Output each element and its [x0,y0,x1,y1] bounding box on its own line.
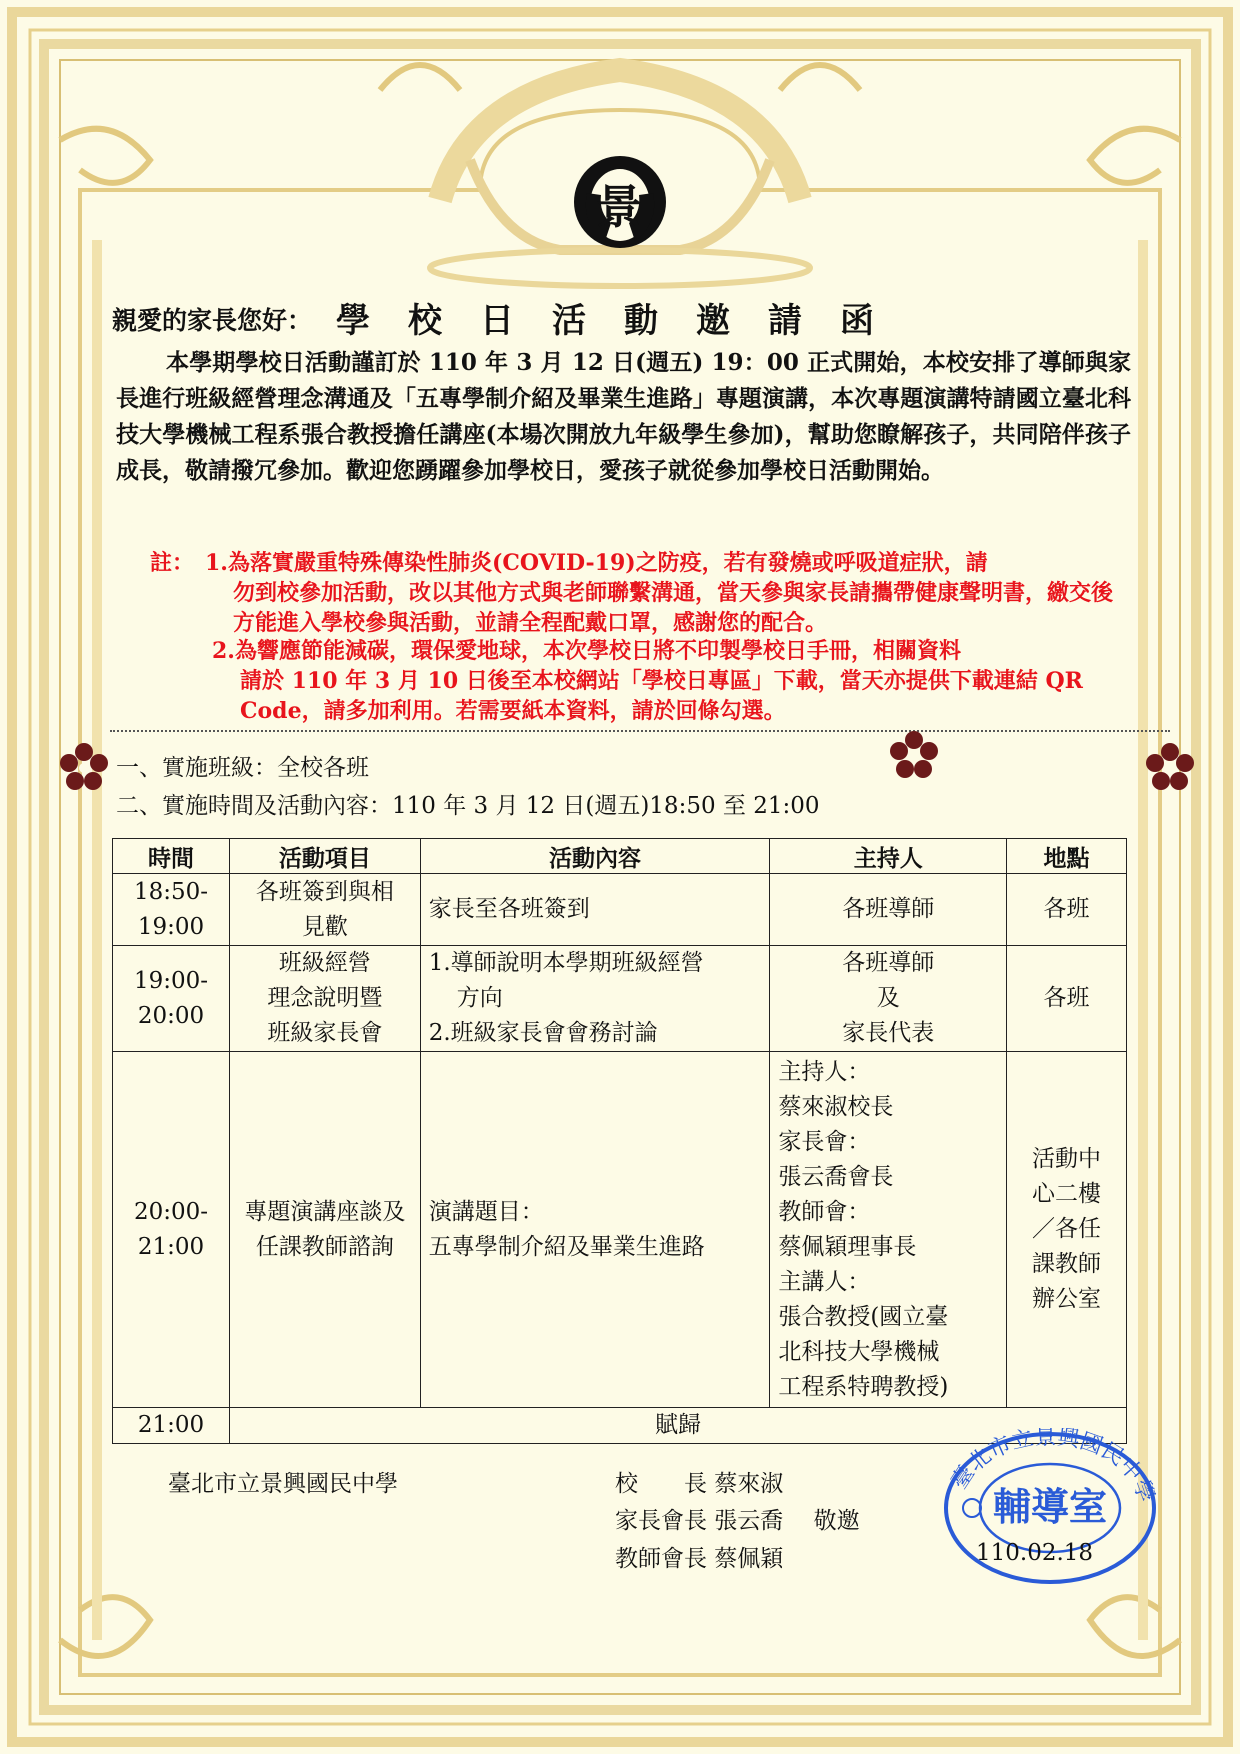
time-end: 19:00 [137,913,205,940]
stamp-center-text: 輔導室 [992,1484,1108,1529]
item-line: 理念說明暨 [267,985,383,1011]
school-name: 臺北市立景興國民中學 [168,1471,398,1497]
note-2-continuation: 請於 110 年 3 月 10 日後至本校網站「學校日專區」下載，當天亦提供下載連結 QR Code，請多加利用。若需要紙本資料，請於回條勾選。 [240,668,1083,724]
host-line: 家長會： [778,1128,871,1155]
time-start: 18:50- [133,878,208,905]
note-1-continuation: 勿到校參加活動，改以其他方式與老師聯繫溝通，當天參與家長請攜帶健康聲明書，繳交後方能進入學校參與活動，並請全程配戴口罩，感謝您的配合。 [233,580,1114,636]
host-line: 主持人： [778,1058,871,1085]
time-end: 21:00 [137,1233,205,1260]
host-line: 北科技大學機械 [778,1338,940,1365]
host-line: 家長代表 [842,1020,935,1046]
cell-content [420,946,770,1052]
item-line: 班級家長會 [267,1020,383,1046]
host-line: 張合教授(國立臺 [778,1303,949,1330]
note-2 [212,636,1130,726]
cell-time [113,946,230,1052]
table-row [113,1052,1127,1408]
flower-icon [58,742,110,794]
place-line: ／各任 [1032,1216,1102,1242]
cell-dismissal: 賦歸 [229,1408,1126,1444]
note-prefix: 註： [150,550,195,576]
header-host: 主持人 [770,839,1007,874]
cell-item [229,874,420,946]
item-line: 班級經營 [278,950,371,976]
header-time: 時間 [113,839,230,874]
item-line: 任課教師諮詢 [255,1233,394,1260]
cell-place: 各班 [1007,874,1127,946]
host-line: 教師會： [778,1198,871,1225]
school-logo [571,153,669,251]
signatory-parent-chair: 家長會長 張云喬 敬邀 [615,1508,860,1534]
place-line: 課教師 [1032,1251,1102,1277]
content-line: 1.導師說明本學期班級經營 [428,950,704,976]
table-row [113,874,1127,946]
signatory-teacher-chair: 教師會長 蔡佩穎 [615,1546,784,1572]
intro-paragraph: 本學期學校日活動謹訂於 110 年 3 月 12 日(週五) 19：00 正式開始，本校安排了導師與家長進行班級經營理念溝通及「五專學制介紹及畢業生進路」專題演講，本次專題演講特請國立臺北科技大學機械工程系張合教授擔任講座(本場次開放九年級學生參加)，幫助您瞭解孩子，共同陪伴孩子成長，敬請撥冗參加。歡迎您踴躍參加學校日，愛孩子就從參加學校日活動開始。 [116,349,1131,484]
item-line: 見歡 [301,913,348,940]
flower-icon [888,730,940,782]
content-line: 五專學制介紹及畢業生進路 [428,1233,705,1260]
cell-place: 各班 [1007,946,1127,1052]
cell-item [229,946,420,1052]
section-time: 二、實施時間及活動內容：110 年 3 月 12 日(週五)18:50 至 21:00 [116,793,820,819]
cell-place [1007,1052,1127,1408]
item-line: 各班簽到與相 [255,878,394,905]
section-classes: 一、實施班級：全校各班 [116,755,369,781]
time-end: 20:00 [137,1002,205,1029]
greeting: 親愛的家長您好： [112,306,313,335]
cell-time [113,874,230,946]
host-line: 蔡佩穎理事長 [778,1233,917,1260]
place-line: 心二樓 [1032,1181,1102,1207]
cell-host: 各班導師 [770,874,1007,946]
host-line: 工程系特聘教授) [778,1373,949,1400]
flower-icon [1144,742,1196,794]
content-line: 2.班級家長會會務討論 [428,1020,658,1046]
page-title: 學校日活動邀請函 [336,301,912,341]
stamp-ring-text: 臺北市立景興國民中學 [947,1428,1159,1506]
table-header-row [113,839,1127,874]
place-line: 活動中 [1032,1146,1102,1172]
cell-item [229,1052,420,1408]
place-line: 辦公室 [1032,1286,1102,1312]
header-item: 活動項目 [229,839,420,874]
stamp-date: 110.02.18 [976,1540,1094,1566]
note-1 [205,548,1130,638]
item-line: 專題演講座談及 [244,1198,406,1225]
content-line: 方向 [456,985,503,1011]
cell-time [113,1052,230,1408]
host-line: 及 [876,985,900,1011]
time-start: 20:00- [133,1198,208,1225]
host-line: 各班導師 [842,950,935,976]
host-line: 張云喬會長 [778,1163,894,1190]
logo-character: 景 [596,180,642,234]
note-1-first-line: 1.為落實嚴重特殊傳染性肺炎(COVID-19)之防疫，若有發燒或呼吸道症狀，請 [205,550,988,576]
cell-host [770,946,1007,1052]
table-row [113,946,1127,1052]
host-line: 蔡來淑校長 [778,1093,894,1120]
cell-host [770,1052,1007,1408]
divider [110,730,1170,732]
cell-time: 21:00 [113,1408,230,1444]
schedule-table [112,838,1127,1444]
content-line: 演講題目： [428,1198,544,1225]
note-2-first-line: 2.為響應節能減碳，環保愛地球，本次學校日將不印製學校日手冊，相關資料 [212,638,961,664]
time-start: 19:00- [133,967,208,994]
host-line: 主講人： [778,1268,871,1295]
cell-content [420,1052,770,1408]
header-place: 地點 [1007,839,1127,874]
signatory-principal: 校 長 蔡來淑 [615,1471,784,1497]
cell-content: 家長至各班簽到 [420,874,770,946]
header-content: 活動內容 [420,839,770,874]
